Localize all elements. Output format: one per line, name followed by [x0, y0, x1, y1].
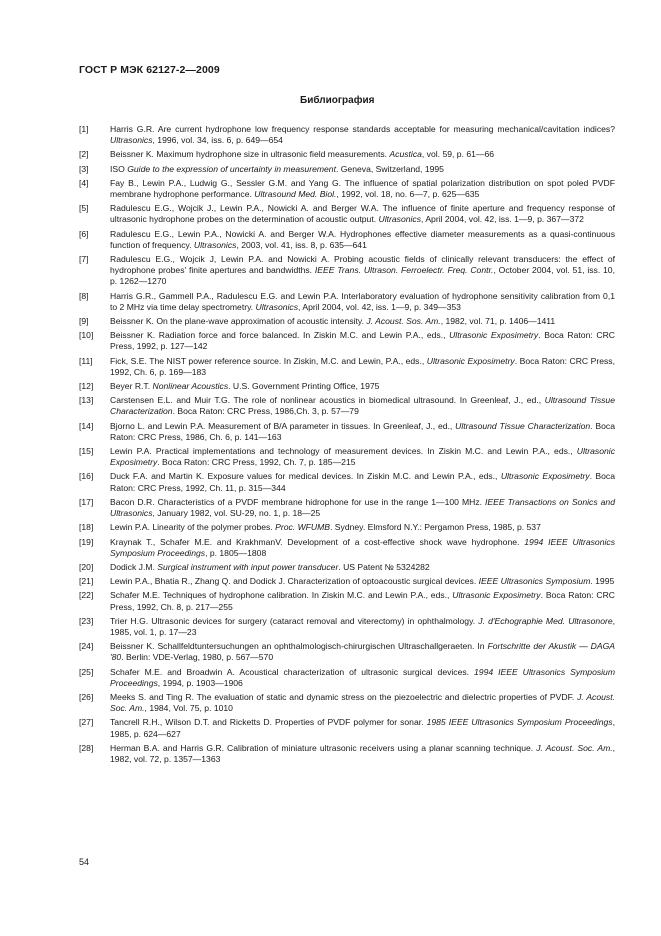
reference-text-segment: . 1995	[590, 576, 615, 587]
list-item	[79, 149, 615, 160]
reference-number: [28]	[79, 742, 94, 753]
reference-text-segment: . Boca Raton: CRC Press, 1986, Ch. 6, p. 141—163	[110, 420, 615, 442]
reference-text-segment: , 1992, vol. 18, no. 6—7, p. 625—635	[336, 189, 480, 200]
reference-number: [26]	[79, 691, 94, 702]
reference-title-italic: 1985 IEEE Ultrasonics Symposium Proceedings	[426, 717, 613, 728]
reference-text-segment: , 1994, p. 1903—1906	[157, 677, 243, 688]
reference-text-segment: Beissner K. Radiation force and force balanced. In Ziskin M.C. and Lewin P.A., eds.,	[110, 330, 450, 341]
reference-text-segment: Bacon D.R. Characteristics of a PVDF membrane hidrophone for use in the range 1—100 MHz.	[110, 496, 486, 507]
list-item	[79, 590, 615, 612]
reference-text	[110, 576, 615, 587]
reference-number: [8]	[79, 290, 89, 301]
reference-text	[110, 616, 615, 638]
reference-text-segment: , p. 1805—1808	[205, 547, 267, 558]
reference-text-segment: Lewin P.A., Bhatia R., Zhang Q. and Dodick J. Characterization of optoacoustic surgical devices.	[110, 576, 479, 587]
list-item	[79, 616, 615, 638]
reference-text	[110, 537, 615, 559]
reference-number: [5]	[79, 203, 89, 214]
section-title: Библиография	[300, 95, 375, 106]
reference-number: [20]	[79, 561, 94, 572]
reference-text-segment: , October 2004, vol. 51, iss. 10, p. 1262—1270	[110, 265, 615, 287]
reference-title-italic: 1994 IEEE Ultrasonics Symposium Proceedings	[110, 666, 615, 688]
reference-text	[110, 421, 615, 443]
reference-text-segment: Kraynak T., Schafer M.E. and KrakhmanV. Development of a cost-effective shock wave hydrophone.	[110, 536, 525, 547]
reference-text-segment: . U.S. Government Printing Office, 1975	[228, 381, 380, 392]
list-item	[79, 421, 615, 443]
reference-text-segment: , April 2004, vol. 42, iss. 1—9, p. 349—353	[298, 301, 461, 312]
list-item	[79, 164, 615, 175]
reference-number: [6]	[79, 228, 89, 239]
reference-title-italic: J. Acoust. Soc. Am.	[536, 742, 613, 753]
reference-title-italic: Ultrasonics	[193, 239, 237, 250]
reference-text-segment: ISO	[110, 163, 128, 174]
reference-text-segment: . Sydney. Elmsford N.Y.: Pergamon Press, 1985, p. 537	[330, 522, 541, 533]
reference-number: [23]	[79, 615, 94, 626]
list-item	[79, 291, 615, 313]
list-item	[79, 471, 615, 493]
list-item	[79, 254, 615, 288]
reference-text-segment: Schafer M.E. Techniques of hydrophone calibration. In Ziskin M.C. and Lewin P.A., eds.,	[110, 590, 453, 601]
reference-title-italic: IEEE Trans. Ultrason. Ferroelectr. Freq. Contr.	[314, 265, 494, 276]
list-item	[79, 124, 615, 146]
reference-text-segment: . Berlin: VDE-Verlag, 1980, p. 567—570	[121, 652, 274, 663]
reference-number: [3]	[79, 163, 89, 174]
reference-title-italic: Ultrasonics	[255, 301, 299, 312]
reference-text-segment: . Boca Raton: CRC Press, 1992, Ch. 7, p. 185—215	[157, 457, 356, 468]
reference-text-segment: Dodick J.M.	[110, 561, 158, 572]
reference-number: [19]	[79, 536, 94, 547]
reference-text-segment: Bjorno L. and Lewin P.A. Measurement of B/A parameter in tissues. In Greenleaf, J., ed.,	[110, 420, 456, 431]
reference-text-segment: Trier H.G. Ultrasonic devices for surgery (cataract removal and viterectomy) in ophthalmology.	[110, 615, 479, 626]
list-item	[79, 692, 615, 714]
list-item	[79, 717, 615, 739]
reference-text	[110, 446, 615, 468]
reference-text-segment: Herman B.A. and Harris G.R. Calibration of miniature ultrasonic receivers using a planar scanning technique.	[110, 742, 537, 753]
reference-text-segment: Beissner K. On the plane-wave approximation of acoustic intensity.	[110, 316, 367, 327]
reference-title-italic: Guide to the expression of uncertainty in measurement	[127, 163, 336, 174]
reference-text	[110, 667, 615, 689]
reference-number: [11]	[79, 355, 93, 366]
reference-text-segment: , 2003, vol. 41, iss. 8, p. 635—641	[236, 239, 367, 250]
reference-text-segment: Meeks S. and Ting R. The evaluation of static and dynamic stress on the piezoelectric and dielectric properties of PVDF.	[110, 691, 578, 702]
list-item	[79, 316, 615, 327]
reference-number: [9]	[79, 316, 89, 327]
reference-text-segment: Schafer M.E. and Broadwin A. Acoustical characterization of ultrasonic surgical devices.	[110, 666, 475, 677]
reference-title-italic: Acustica	[389, 149, 422, 160]
reference-number: [2]	[79, 149, 89, 160]
list-item	[79, 395, 615, 417]
reference-text-segment: , 1982, vol. 72, p. 1357—1363	[110, 742, 616, 764]
reference-title-italic: Ultrasound Med. Biol.	[254, 189, 337, 200]
reference-text	[110, 203, 615, 225]
reference-text-segment: . Boca Raton: CRC Press, 1992, Ch. 6, p. 169—183	[110, 355, 615, 377]
reference-text	[110, 316, 615, 327]
reference-text	[110, 124, 615, 146]
reference-number: [17]	[79, 496, 94, 507]
reference-text	[110, 522, 615, 533]
reference-title-italic: Ultrasonic Exposimetry	[449, 330, 539, 341]
reference-text-segment: Tancrell R.H., Wilson D.T. and Ricketts D. Properties of PVDF polymer for sonar.	[110, 717, 427, 728]
list-item	[79, 537, 615, 559]
reference-text	[110, 229, 615, 251]
reference-text	[110, 178, 615, 200]
reference-title-italic: Ultrasonic Exposimetry	[452, 590, 541, 601]
list-item	[79, 381, 615, 392]
reference-title-italic: Ultrasonics	[378, 214, 422, 225]
reference-title-italic: 1994 IEEE Ultrasonics Symposium Proceedings	[110, 536, 615, 558]
reference-text-segment: Beissner K. Maximum hydrophone size in ultrasonic field measurements.	[110, 149, 390, 160]
reference-number: [15]	[79, 446, 94, 457]
reference-text-segment: Harris G.R., Gammell P.A., Radulescu E.G. and Lewin P.A. Interlaboratory evaluation of hydrophone sensitivity calibration from 0,1 to 2 MHz via time delay spectrometry.	[110, 290, 615, 312]
reference-text-segment: . Boca Raton: CRC Press, 1992, p. 127—142	[110, 330, 615, 352]
reference-text-segment: , April 2004, vol. 42, iss. 1—9, p. 367—372	[421, 214, 584, 225]
reference-number: [27]	[79, 717, 94, 728]
reference-text-segment: Beyer R.T.	[110, 381, 153, 392]
reference-text-segment: Lewin P.A. Practical implementations and technology of measurement devices. In Ziskin M.C. and Lewin P.A., eds.,	[110, 446, 577, 457]
reference-text-segment: Radulescu E.G., Lewin P.A., Nowicki A. and Berger W.A. Hydrophones effective diameter measurements as a quasi-continuous function of frequency.	[110, 228, 615, 250]
reference-text	[110, 717, 615, 739]
reference-text-segment: Duck F.A. and Martin K. Exposure values for medical devices. In Ziskin M.C. and Lewin P.A., eds.,	[110, 471, 501, 482]
reference-text-segment: Radulescu E.G., Wojcik J., Lewin P.A., Nowicki A. and Berger W.A. The influence of finite aperture and frequency response of ultrasonic hydrophone probes on the determination of acoustic output.	[110, 203, 615, 225]
standard-designation: ГОСТ Р МЭК 62127-2—2009	[79, 64, 220, 76]
reference-text-segment: , January 1982, vol. SU-29, no. 1, p. 18—25	[152, 508, 321, 519]
reference-text	[110, 291, 615, 313]
reference-number: [12]	[79, 381, 94, 392]
reference-number: [18]	[79, 522, 94, 533]
reference-text-segment: , 1996, vol. 34, iss. 6, p. 649—654	[152, 135, 283, 146]
reference-title-italic: J. Acoust. Soc. Am.	[110, 691, 615, 714]
reference-text-segment: , 1984, Vol. 75, p. 1010	[144, 703, 233, 714]
reference-text-segment: Fay B., Lewin P.A., Ludwig G., Sessler G.M. and Yang G. The influence of spatial polarization distribution on spot poled PVDF membrane hydrophone performance.	[110, 177, 615, 200]
reference-text	[110, 164, 615, 175]
list-item	[79, 229, 615, 251]
reference-text	[110, 254, 615, 288]
reference-text-segment: Radulescu E.G., Wojcik J, Lewin P.A. and Nowicki A. Probing acoustic fields of clinically relevant transducers: the effect of hydrophone probes' finite apertures and bandwidths.	[110, 254, 615, 276]
reference-title-italic: Fortschritte der Akustik — DAGA '80	[110, 641, 615, 663]
reference-text	[110, 590, 615, 612]
reference-text-segment: , 1985, p. 624—627	[110, 717, 615, 739]
list-item	[79, 667, 615, 689]
reference-text-segment: . Boca Raton: CRC Press, 1992, Ch. 11, p. 315—344	[110, 471, 615, 493]
reference-number: [4]	[79, 177, 89, 188]
reference-title-italic: J. d'Echographie Med. Ultrasonore	[478, 615, 613, 626]
reference-number: [13]	[79, 395, 94, 406]
reference-text-segment: , 1982, vol. 71, p. 1406—1411	[440, 316, 556, 327]
reference-title-italic: Proc. WFUMB	[275, 522, 331, 533]
list-item	[79, 576, 615, 587]
reference-title-italic: Nonlinear Acoustics	[152, 381, 229, 392]
reference-title-italic: Ultrasonic Exposimetry	[426, 355, 515, 366]
list-item	[79, 356, 615, 378]
reference-text	[110, 149, 615, 160]
reference-text	[110, 471, 615, 493]
page-number: 54	[79, 857, 90, 867]
list-item	[79, 178, 615, 200]
reference-text	[110, 381, 615, 392]
reference-text-segment: Beissner K. Schallfeldtuntersuchungen an ophthalmologisch-chirurgischen Ultraschallgeraeten. In	[110, 641, 488, 652]
list-item	[79, 743, 615, 765]
reference-number: [21]	[79, 576, 94, 587]
reference-number: [14]	[79, 420, 94, 431]
reference-title-italic: Surgical instrument with input power transducer	[157, 561, 339, 572]
list-item	[79, 497, 615, 519]
reference-text	[110, 395, 615, 417]
reference-number: [10]	[79, 330, 94, 341]
reference-text	[110, 330, 615, 352]
reference-title-italic: Ultrasonic Exposimetry	[110, 446, 615, 468]
list-item	[79, 641, 615, 663]
reference-text	[110, 497, 615, 519]
list-item	[79, 203, 615, 225]
reference-text	[110, 641, 615, 663]
reference-title-italic: Ultrasonic Exposimetry	[500, 471, 590, 482]
reference-text-segment: Lewin P.A. Linearity of the polymer probes.	[110, 522, 276, 533]
reference-text-segment: . Boca Raton: CRC Press, 1986,Ch. 3, p. 57—79	[172, 406, 359, 417]
reference-text-segment: . Geneva, Switzerland, 1995	[335, 163, 444, 174]
reference-title-italic: Ultrasound Tissue Characterization	[455, 420, 591, 431]
reference-text	[110, 562, 615, 573]
reference-title-italic: J. Acoust. Sos. Am.	[366, 316, 441, 327]
reference-text	[110, 692, 615, 714]
bibliography-list	[79, 124, 615, 768]
reference-text-segment: Fick, S.E. The NIST power reference source. In Ziskin, M.C. and Lewin, P.A., eds.,	[110, 355, 427, 366]
list-item	[79, 562, 615, 573]
list-item	[79, 446, 615, 468]
reference-title-italic: IEEE Transactions on Sonics and Ultrasonics	[110, 496, 615, 519]
reference-text	[110, 743, 615, 765]
reference-text-segment: Carstensen E.L. and Muir T.G. The role of nonlinear acoustics in biomedical ultrasound. In Greenleaf, J., ed.,	[110, 395, 545, 406]
reference-title-italic: Ultrasound Tissue Characterization	[110, 395, 615, 417]
reference-number: [25]	[79, 666, 94, 677]
reference-text	[110, 356, 615, 378]
reference-text-segment: , vol. 59, p. 61—66	[421, 149, 495, 160]
reference-title-italic: Ultrasonics	[110, 135, 153, 146]
list-item	[79, 330, 615, 352]
reference-number: [1]	[79, 124, 89, 134]
reference-text-segment: Harris G.R. Are current hydrophone low frequency response standards acceptable for measuring mechanical/cavitation indices?	[110, 124, 615, 134]
list-item	[79, 522, 615, 533]
reference-number: [16]	[79, 471, 94, 482]
reference-number: [7]	[79, 254, 89, 265]
reference-title-italic: IEEE Ultrasonics Symposium	[478, 576, 591, 587]
reference-number: [22]	[79, 590, 94, 601]
reference-number: [24]	[79, 641, 94, 652]
reference-text-segment: . US Patent № 5324282	[338, 561, 430, 572]
reference-text-segment: . Boca Raton: CRC Press, 1992, Ch. 8, p. 217—255	[110, 590, 616, 612]
reference-text-segment: , 1985, vol. 1, p. 17—23	[110, 615, 615, 637]
